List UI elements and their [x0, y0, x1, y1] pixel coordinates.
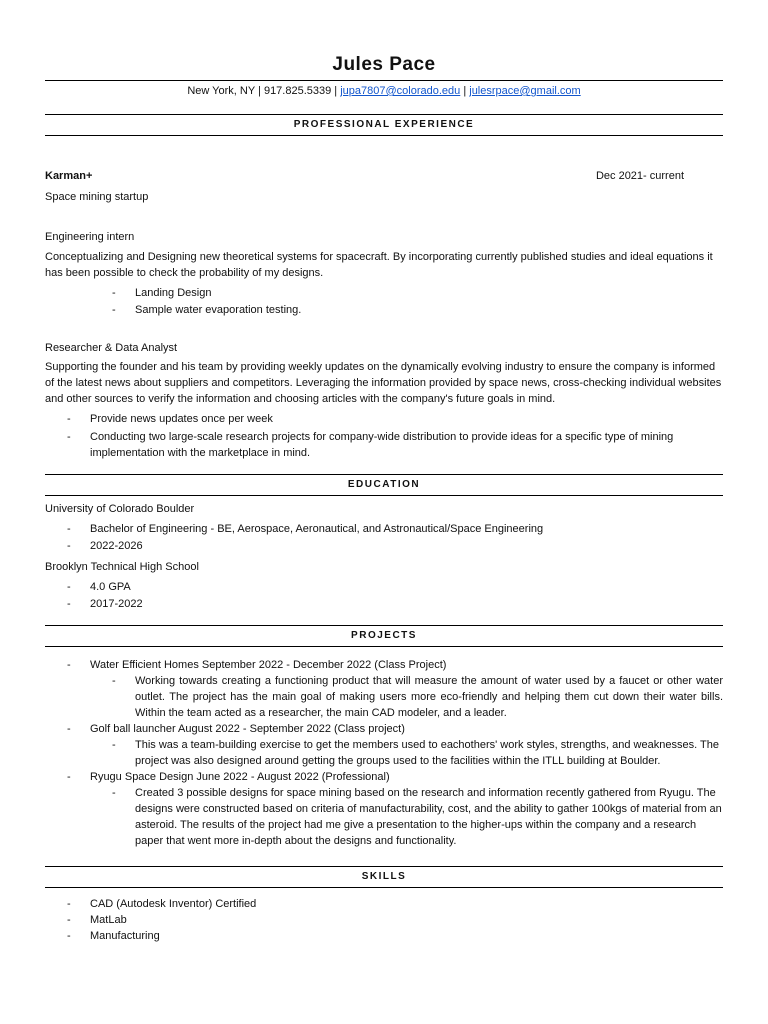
list-item: - 2017-2022	[67, 598, 143, 610]
list-item: - Ryugu Space Design June 2022 - August 2022 (Professional)	[67, 771, 390, 783]
role-bullets	[45, 411, 723, 461]
list-item: - Golf ball launcher August 2022 - September 2022 (Class project)	[67, 723, 405, 735]
list-item: - MatLab	[67, 914, 127, 926]
school-name: University of Colorado Boulder	[45, 503, 195, 515]
bullet-text: 2017-2022	[90, 598, 143, 610]
role-bullets	[45, 285, 723, 318]
school-name: Brooklyn Technical High School	[45, 561, 199, 573]
company-dates: Dec 2021- current	[595, 170, 684, 182]
bullet-text: 4.0 GPA	[90, 581, 131, 593]
project-list	[45, 657, 723, 849]
list-item: - Landing Design	[112, 287, 212, 299]
bullet-text: Provide news updates once per week	[90, 413, 273, 425]
project-title: Ryugu Space Design June 2022 - August 2022 (Professional)	[90, 771, 390, 783]
bullet-text: Bachelor of Engineering - BE, Aerospace, Aeronautical, and Astronautical/Space Engineering	[90, 523, 544, 535]
list-item: - 2022-2026	[67, 540, 143, 552]
project-detail: Working towards creating a functioning product that will measure the amount of water used by a faucet or other water outlet. The project has the main goal of making users more eco-friendly and helping them cut down their water bills. Within the team acted as a researcher, the main CAD modeler, and a leader.	[135, 675, 723, 719]
bullet-text: Sample water evaporation testing.	[135, 304, 302, 316]
section-heading-skills: SKILLS	[45, 866, 723, 888]
email-link-2[interactable]: julesrpace@gmail.com	[469, 85, 581, 97]
list-item: - Provide news updates once per week	[67, 413, 273, 425]
resume-page	[45, 0, 723, 944]
list-item: - CAD (Autodesk Inventor) Certified	[67, 898, 257, 910]
bullet-text: 2022-2026	[90, 540, 143, 552]
project-detail: This was a team-building exercise to get the members used to eachothers' work styles, strengths, and weaknesses. The project was also designed around getting the groups used to the facilities within the ITLL building at Boulder.	[135, 739, 719, 767]
list-item: - Created 3 possible designs for space mining based on the research and information recently gathered from Ryugu. The designs were constructed based on criteria of manufacturability, cost, and the ability to gather 100kgs of material from an asteroid. The results of the project had me give a presentation to the higher-ups within the company and a research paper that went more in-depth about the designs and functionality.	[112, 787, 722, 847]
list-item: - Working towards creating a functioning product that will measure the amount of water used by a faucet or other water outlet. The project has the main goal of making users more eco-friendly and helping them cut down their water bills. Within the team acted as a researcher, the main CAD modeler, and a leader.	[112, 675, 723, 719]
bullet-text: Landing Design	[135, 287, 212, 299]
contact-prefix: New York, NY | 917.825.5339 |	[187, 85, 341, 97]
skills-list	[45, 896, 723, 944]
skill-text: Manufacturing	[90, 930, 160, 942]
contact-line	[45, 82, 723, 100]
company-row	[45, 168, 723, 184]
list-item: - Conducting two large-scale research projects for company-wide distribution to provide ideas for a specific type of mining implementation with the marketplace in mind.	[67, 431, 674, 459]
role-description: Supporting the founder and his team by providing weekly updates on the dynamically evolving industry to ensure the company is informed of the latest news about suppliers and competitors. Leveraging the information provided by space news, cross-checking individual websites and other sources to verify the information and choosing articles with the company's future goals in mind.	[45, 361, 722, 405]
divider	[45, 80, 723, 81]
company-description: Space mining startup	[45, 191, 149, 203]
project-detail: Created 3 possible designs for space mining based on the research and information recently gathered from Ryugu. The designs were constructed based on criteria of manufacturability, cost, and the ability to gather 100kgs of material from an asteroid. The results of the project had me give a presentation to the higher-ups within the company and a research paper that went more in-depth about the designs and functionality.	[135, 787, 722, 847]
contact-separator: |	[460, 85, 470, 97]
candidate-name: Jules Pace	[332, 54, 436, 75]
school-details	[45, 579, 723, 612]
skill-text: MatLab	[90, 914, 127, 926]
list-item: - Sample water evaporation testing.	[112, 304, 302, 316]
list-item: - Water Efficient Homes September 2022 - December 2022 (Class Project)	[67, 659, 447, 671]
list-item: - Bachelor of Engineering - BE, Aerospace, Aeronautical, and Astronautical/Space Engineering	[67, 523, 544, 535]
list-item: - 4.0 GPA	[67, 581, 131, 593]
company-name: Karman+	[45, 170, 93, 182]
section-heading-education: EDUCATION	[45, 474, 723, 496]
role-title: Engineering intern	[45, 231, 135, 243]
role-title: Researcher & Data Analyst	[45, 342, 178, 354]
role-description: Conceptualizing and Designing new theoretical systems for spacecraft. By incorporating currently published studies and ideal equations it has been possible to check the probability of my designs.	[45, 251, 713, 279]
list-item: - This was a team-building exercise to get the members used to eachothers' work styles, strengths, and weaknesses. The project was also designed around getting the groups used to the facilities within the ITLL building at Boulder.	[112, 739, 719, 767]
skill-text: CAD (Autodesk Inventor) Certified	[90, 898, 257, 910]
project-title: Golf ball launcher August 2022 - September 2022 (Class project)	[90, 723, 405, 735]
section-heading-projects: PROJECTS	[45, 625, 723, 647]
list-item: - Manufacturing	[67, 930, 160, 942]
email-link-1[interactable]: jupa7807@colorado.edu	[340, 85, 461, 97]
school-details	[45, 521, 723, 554]
project-title: Water Efficient Homes September 2022 - December 2022 (Class Project)	[90, 659, 447, 671]
section-heading-experience: PROFESSIONAL EXPERIENCE	[45, 114, 723, 136]
bullet-text: Conducting two large-scale research projects for company-wide distribution to provide ideas for a specific type of mining implementation with the marketplace in mind.	[90, 431, 674, 459]
